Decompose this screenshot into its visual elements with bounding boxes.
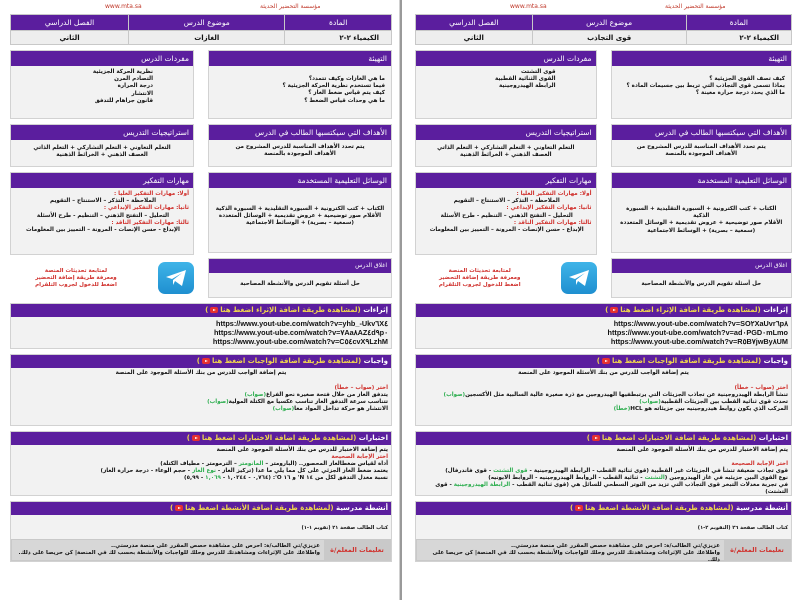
enrichment-link[interactable]: https://www.yout-ube.com/watch?v=C٥٤cvX٩LzhM [212, 337, 388, 346]
teacher-notes-title: تعليمات المعلم/ة [730, 546, 784, 554]
vocab-list [11, 66, 193, 118]
thinking-skills-section [10, 172, 194, 255]
vocab-section [10, 50, 194, 119]
enrichment-links[interactable] [11, 317, 391, 348]
goals-section [208, 124, 392, 167]
goals-section [611, 124, 793, 167]
topic-value: قوى التجاذب [532, 31, 686, 45]
youtube-icon[interactable] [202, 358, 210, 364]
homework-question-type: اختر (صواب – خطأ) [734, 385, 788, 391]
skills-title: مهارات التفكير [11, 173, 193, 188]
list-line: ومعرفة طريقة إضافة التحضير [439, 274, 521, 281]
list-line: لمتابعة تحديثات المنصة [448, 267, 511, 274]
list-line: (سمعية – بصرية) + الوسائط الاجتماعية [246, 220, 354, 227]
media-section [611, 172, 793, 253]
homework-intro: يتم إضافة الواجب للدرس من بنك الأسئلة الموجود على المنصة [518, 370, 689, 376]
list-line: نظرية الحركة الجزيئية [92, 69, 153, 75]
strategies-list [11, 140, 193, 166]
closing-title: اغلاق الدرس [612, 259, 792, 273]
closing-section [611, 258, 793, 298]
strategies-section [415, 124, 597, 167]
vocab-section [415, 50, 597, 119]
test-item: في تجربة معدلات التبخر قوى التجاذب التي تزيد من التوتر السطحي للسائل هي (قوى ثنائية القطب - الرابطة الهيدروجينية - قوى التشتت) [435, 482, 788, 495]
skills-list [11, 188, 193, 254]
homework-intro: يتم إضافة الواجب للدرس من بنك الأسئلة الموجود على المنصة [115, 370, 287, 376]
teacher-notes-title: تعليمات المعلم/ة [330, 546, 384, 554]
youtube-icon[interactable] [610, 307, 618, 313]
youtube-icon[interactable] [592, 435, 600, 441]
list-line: واطلاعك على الإثراءات ومشاهدتك للدرس وحلك للواجبات والأنشطة بحسب لك في المنصة| كن حريصا على ذلك. [18, 550, 320, 556]
list-line: التعلم التعاوني + التعلم التشاركي + التعلم الذاتي [33, 145, 171, 151]
homework-item: المركب الذي يكون روابط هيدروجينيه بين جزيئاته هو HCL(خطأ) [613, 406, 788, 412]
media-list [612, 188, 792, 252]
closing-text: حل أسئلة تقويم الدرس والأنشطة المصاحبة [641, 281, 762, 287]
activities-text: كتاب الطالب صفحة ٢٦ (التقويم ٢-١) [697, 525, 788, 531]
enrichment-link[interactable]: https://www.yout-ube.com/watch?v=٧Aa٨AZ٤d٩p٠ [213, 328, 388, 337]
telegram-promo[interactable] [415, 260, 597, 296]
skill-category-title: أولا: مهارات التفكير العليا : [516, 191, 592, 197]
skill-category-text: الملاحظة – التذكر – الاستنتاج – التقويم [49, 198, 157, 205]
goals-text: يتم تحدد الأهداف المناسبة للدرس المشروح من الأهداف الموجودة بالمنصة [235, 144, 365, 158]
skill-category-title: ثالثا: مهارات التفكير الناقد : [513, 219, 592, 226]
list-line: الكتاب + كتب الكترونية + السبورة التقليدية + السبورة الذكية [215, 206, 385, 212]
topic-header: موضوع الدرس [532, 15, 686, 31]
right-column [611, 50, 793, 298]
lesson-page-attraction [400, 0, 800, 600]
answer-label: (صواب) [244, 392, 267, 398]
list-line: كيف تصف القوى الجزيئية ؟ [709, 76, 785, 82]
semester-header: الفصل الدراسي [11, 15, 129, 31]
semester-header: الفصل الدراسي [416, 15, 533, 31]
enrichment-link[interactable]: https://www.yout-ube.com/watch?v=SO٢XaUvr٦p٨ [613, 319, 788, 328]
list-line: التصادم المرن [114, 76, 153, 83]
skill-category-text: التحليل – التفتح الذهني – التنظيم - طرح الأسئلة [36, 212, 170, 219]
enrichment-link[interactable]: https://www.yout-ube.com/watch?v=yhb_-Ukv٦X٤ [216, 319, 388, 328]
list-line: ما الذي يحدد درجة حرارة معينة ؟ [695, 90, 785, 97]
closing-section [208, 258, 392, 298]
topic-value: الغازات [129, 31, 285, 45]
list-line: عزيزي/تي الطالب/ة: احرص على مشاهدة حصص المقرر على منصة مدرستي.. [510, 543, 720, 549]
skill-category-text: الإبداع - حسن الإنصات - المرونة – التمييز بين المعلومات [26, 227, 180, 234]
warmup-section [208, 50, 392, 119]
strategies-title: استراتيجيات التدريس [416, 125, 596, 140]
correct-answer: قوى التشتت [493, 468, 528, 474]
homework-section [415, 354, 792, 426]
answer-label: (خطأ) [613, 406, 631, 412]
enrichment-header[interactable]: إثراءات (لمشاهدة طريقة اضافة الإثراء اضغط هنا) [416, 304, 791, 317]
activities-header[interactable]: أنشطة مدرسية (لمشاهدة طريقة اضافة الأنشطة اضغط هنا) [416, 502, 791, 515]
homework-item: يتدفق الغاز من خلال فتحة صغيرة نحو الفراغ(صواب) [244, 392, 388, 398]
list-line: التعلم التعاوني + التعلم التشاركي + التعلم الذاتي [437, 145, 575, 151]
youtube-icon[interactable] [210, 307, 218, 313]
tests-intro: يتم إضافة الاختبار للدرس من بنك الأسئلة الموجود على المنصة [616, 447, 788, 453]
list-line: اضغط للدخول لجروب التلقرام [438, 281, 521, 288]
answer-label: (صواب) [639, 399, 661, 405]
tests-section [10, 431, 392, 496]
topic-header: موضوع الدرس [129, 15, 285, 31]
list-line: درجة الحرارة [117, 83, 153, 90]
list-line: ومعرفة طريقة إضافة التحضير [35, 274, 117, 281]
list-line: ما هي وحدات قياس الضغط ؟ [304, 97, 385, 104]
strategies-list [416, 140, 596, 166]
test-item: يعتمد ضغط الغاز الجزئي على كل مما يلي ما عدا (تركيز الغاز - نوع الغاز - حجم الوعاء - درجة حرارة الغاز) [100, 468, 388, 474]
teacher-notes-text [12, 540, 324, 560]
telegram-promo[interactable] [10, 260, 194, 296]
vocab-title: مفردات الدرس [11, 51, 193, 66]
page-divider [399, 0, 402, 600]
homework-body [416, 368, 791, 425]
site-link[interactable]: www.mta.sa [105, 3, 142, 10]
correct-answer: المانومتر [238, 461, 264, 467]
strategies-section [10, 124, 194, 167]
subject-value: الكيمياء ٢-٢ [285, 31, 392, 45]
enrichment-header[interactable]: إثراءات (لمشاهدة طريقة اضافة الإثراء اضغط هنا) [11, 304, 391, 317]
test-item: أداة لقياس ضغطالغاز المحصور.. (البارومتر – المانومتر – الترمومتر - مطياف الكتلة) [160, 461, 388, 467]
tests-header[interactable]: اختبارات (لمشاهدة طريقة اضافة الاختبارات اضغط هنا) [416, 432, 791, 445]
warmup-section [611, 50, 793, 119]
correct-answer: ١,٠٦٩ [205, 475, 221, 481]
list-line: الأقلام صور توضيحية + عروض تقديمية + الوسائل المتعددة [218, 213, 382, 220]
left-column [415, 50, 597, 298]
tests-section [415, 431, 792, 496]
lesson-info-table [10, 14, 392, 45]
teacher-notes [11, 539, 391, 561]
test-item: نوع القوى البين جزيئيه في غاز الهيدروجين (التشتت - ثنائية القطب - الروابط الهيدروجينيه - الروابط الايونيه) [488, 475, 788, 481]
skill-category-title: أولا: مهارات التفكير العليا : [113, 191, 189, 197]
tests-header[interactable]: اختبارات (لمشاهدة طريقة اضافة الاختبارات اضغط هنا) [11, 432, 391, 445]
skill-category-title: ثالثا: مهارات التفكير الناقد : [111, 219, 189, 226]
test-item: قوى تجاذب ضعيفة تنشأ في الجزيئات غير القطبية (قوى ثنائية القطب - الرابطة الهيدروجينية - قوى التشتت - قوى فاندرفال) [445, 468, 788, 474]
media-title: الوسائل التعليمية المستخدمة [209, 173, 391, 188]
teacher-notes [416, 539, 791, 561]
answer-label: (صواب) [272, 406, 295, 412]
homework-section [10, 354, 392, 426]
enrichment-links[interactable] [416, 317, 791, 348]
telegram-icon[interactable] [158, 262, 194, 294]
list-line: العصف الذهني + الخرائط الذهنية [56, 152, 148, 159]
telegram-promo-text[interactable] [415, 268, 545, 289]
homework-item: تنشأ الرابطة الهيدروجينية عن تجاذب الجزيئات التي يرتبطفيها الهيدروجين مع ذرة صغيرة عالية السالبية مثل الأكسجين(صواب) [443, 392, 788, 398]
list-line: قانون جراهام للتدفق [94, 97, 153, 104]
closing-text: حل أسئلة تقويم الدرس والأنشطة المصاحبة [240, 281, 360, 287]
media-section [208, 172, 392, 253]
vocab-list [416, 66, 596, 118]
list-line: فيما تستخدم نظرية الحركة الجزيئية ؟ [282, 83, 385, 90]
skills-list [416, 188, 596, 254]
youtube-icon[interactable] [575, 505, 583, 511]
list-line: واطلاعك على الإثراءات ومشاهدتك للدرس وحلك للواجبات والأنشطة بحسب لك في المنصة| كن حريصا على ذلك. [432, 550, 720, 563]
test-item: نسبة معدل التدفق لكل من ١٤ N' و ١٦ O': (٠,٧٦٤ - ١,٠٢٤٤ - ١,٠٦٩ - ٥,٩٩) [184, 475, 388, 481]
correct-answer: نوع الغاز [192, 468, 216, 474]
youtube-icon[interactable] [175, 505, 183, 511]
enrichment-link[interactable]: https://www.yout-ube.com/watch?v=ad٠PGD٠mLmo [607, 328, 788, 337]
subject-header: المادة [285, 15, 392, 31]
telegram-icon[interactable] [561, 262, 597, 294]
warmup-list [209, 66, 391, 118]
list-line: الكتاب + كتب الكترونية + السبورة التقليدية + السبورة الذكية [626, 206, 777, 220]
homework-item: تتناسب سرعة التدفق الغاز تناسب عكسيا مع الكتلة المولية(صواب) [207, 399, 388, 405]
homework-body [11, 368, 391, 425]
skill-category-text: الإبداع - حسن الإنصات - المرونة – التمييز بين المعلومات [429, 227, 584, 234]
list-line: اضغط للدخول لجروب التلقرام [35, 281, 117, 288]
list-line: كيف يتم قياس ضغط الغاز ؟ [308, 90, 385, 97]
list-line: (سمعية – بصرية) + الوسائط الاجتماعية [647, 227, 756, 234]
activities-section [415, 501, 792, 562]
goals-title: الأهداف التي سيكتسبها الطالب في الدرس [209, 125, 391, 140]
list-line: لمتابعة تحديثات المنصة [44, 267, 108, 274]
teacher-notes-text [417, 540, 724, 563]
homework-header[interactable]: واجبات (لمشاهدة طريقة اضافة الواجبات اضغط هنا) [11, 355, 391, 368]
subject-header: المادة [686, 15, 791, 31]
list-line: العصف الذهني + الخرائط الذهنية [459, 152, 552, 159]
semester-value: الثاني [416, 31, 533, 45]
semester-value: الثاني [11, 31, 129, 45]
warmup-title: التهيئة [209, 51, 391, 66]
page-header [10, 0, 392, 12]
youtube-icon[interactable] [192, 435, 200, 441]
enrichment-section [10, 303, 392, 349]
activities-section [10, 501, 392, 562]
lesson-info-table [415, 14, 792, 45]
warmup-title: التهيئة [612, 51, 792, 66]
homework-header[interactable]: واجبات (لمشاهدة طريقة اضافة الواجبات اضغط هنا) [416, 355, 791, 368]
list-line: القوى الثنائية القطبية [495, 76, 556, 83]
tests-question-type: اختر الإجابة الصحيحة [331, 454, 388, 460]
list-line: الانتشار [131, 90, 153, 97]
homework-question-type: اختر (صواب – خطأ) [334, 385, 388, 391]
media-title: الوسائل التعليمية المستخدمة [612, 173, 792, 188]
skills-title: مهارات التفكير [416, 173, 596, 188]
activities-header[interactable]: أنشطة مدرسية (لمشاهدة طريقة اضافة الأنشطة اضغط هنا) [11, 502, 391, 515]
list-line: الأقلام صور توضيحية + عروض تقديمية + الوسائل المتعددة [620, 220, 783, 227]
skill-category-title: ثانيا: مهارات التفكير الإبداعي : [506, 205, 592, 212]
page-header [415, 0, 792, 12]
org-name: مؤسسة التحضير الحديثة [260, 3, 321, 10]
media-list [209, 188, 391, 252]
list-line: ما هي الغازات وكيف تتمدد؟ [308, 76, 385, 82]
vocab-title: مفردات الدرس [416, 51, 596, 66]
closing-title: اغلاق الدرس [209, 259, 391, 273]
correct-answer: الرابطة الهيدروجينية [453, 482, 511, 488]
skill-category-title: ثانيا: مهارات التفكير الإبداعي : [103, 205, 189, 212]
goals-title: الأهداف التي سيكتسبها الطالب في الدرس [612, 125, 792, 140]
skill-category-text: الملاحظة – التذكر – الاستنتاج – التقويم [453, 198, 560, 205]
goals-text: يتم تحدد الأهداف المناسبة للدرس المشروح من الأهداف الموجودة بالمنصة [636, 144, 766, 158]
tests-body [11, 445, 391, 495]
skill-category-text: التحليل – التفتح الذهني – التنظيم - طرح الأسئلة [440, 212, 573, 219]
enrichment-link[interactable]: https://www.yout-ube.com/watch?v=R٥B٧jwBy٨UM [610, 337, 788, 346]
list-line: الرابطة الهيدروجينية [498, 83, 556, 90]
list-line: عزيزي/تي الطالب/ة: احرص على مشاهدة حصص المقرر على منصة مدرستي.. [110, 543, 320, 549]
tests-intro: يتم إضافة الاختبار للدرس من بنك الأسئلة الموجود على المنصة [216, 447, 388, 453]
answer-label: (صواب) [207, 399, 229, 405]
answer-label: (صواب) [443, 392, 466, 398]
correct-answer: التشتت [644, 475, 665, 481]
enrichment-section [415, 303, 792, 349]
org-name: مؤسسة التحضير الحديثة [665, 3, 726, 10]
homework-item: الانتشار هو حركة تداخل المواد معا(صواب) [272, 406, 388, 412]
homework-item: تحدث قوى ثنائية القطب بين الجزيئات القطبية(صواب) [639, 399, 788, 405]
tests-body [416, 445, 791, 495]
site-link[interactable]: www.mta.sa [510, 3, 547, 10]
youtube-icon[interactable] [602, 358, 610, 364]
activities-text: كتاب الطالب صفحة ٢١ (تقويم ١-١) [301, 525, 388, 531]
warmup-list [612, 66, 792, 118]
tests-question-type: اختر الإجابة الصحيحة [731, 461, 788, 467]
thinking-skills-section [415, 172, 597, 255]
strategies-title: استراتيجيات التدريس [11, 125, 193, 140]
list-line: قوى التشتت [521, 69, 556, 75]
telegram-promo-text[interactable] [10, 268, 142, 289]
subject-value: الكيمياء ٢-٢ [686, 31, 791, 45]
right-column [208, 50, 392, 298]
left-column [10, 50, 194, 298]
list-line: بماذا تسمى قوى التجاذب التي تربط بين جسيمات المادة ؟ [626, 83, 785, 90]
